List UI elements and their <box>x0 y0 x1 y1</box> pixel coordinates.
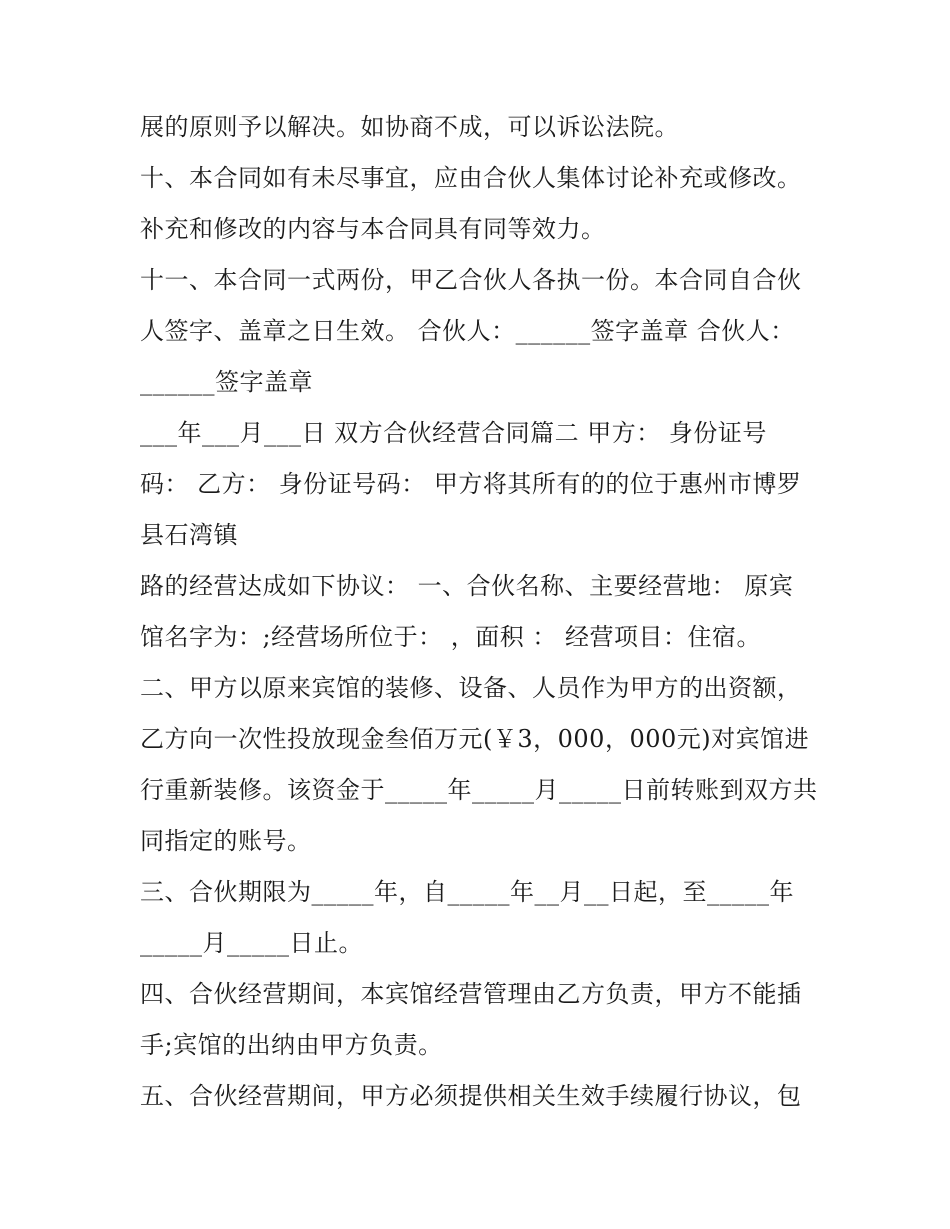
text-line: 补充和修改的内容与本合同具有同等效力。 <box>140 215 606 243</box>
text-line: 县石湾镇 <box>140 521 238 549</box>
text-line: 手;宾馆的出纳由甲方负责。 <box>140 1031 443 1059</box>
contract-body <box>140 102 820 1122</box>
text-line: 三、合伙期限为_____年，自_____年__月__日起，至_____年 <box>140 878 794 906</box>
text-line: 五、合伙经营期间，甲方必须提供相关生效手续履行协议，包 <box>140 1082 802 1110</box>
text-line: 同指定的账号。 <box>140 827 312 855</box>
text-line: ______签字盖章 <box>140 368 313 396</box>
text-line: 馆名字为：;经营场所位于： ，面积 ： 经营项目：住宿。 <box>140 623 761 651</box>
text-line: 乙方向一次性投放现金叁佰万元(￥3，000，000元)对宾馆进 <box>140 725 810 753</box>
text-line: 展的原则予以解决。如协商不成，可以诉讼法院。 <box>140 113 679 141</box>
text-line: 四、合伙经营期间，本宾馆经营管理由乙方负责，甲方不能插 <box>140 980 802 1008</box>
text-line: 行重新装修。该资金于_____年_____月_____日前转账到双方共 <box>140 776 818 804</box>
text-line: _____月_____日止。 <box>140 929 363 957</box>
text-line: 二、甲方以原来宾馆的装修、设备、人员作为甲方的出资额， <box>140 674 802 702</box>
text-line: 码： 乙方： 身份证号码： 甲方将其所有的的位于惠州市博罗 <box>140 470 802 498</box>
text-line: 路的经营达成如下协议： 一、合伙名称、主要经营地： 原宾 <box>140 572 794 600</box>
text-line: 十一、本合同一式两份，甲乙合伙人各执一份。本合同自合伙 <box>140 266 802 294</box>
text-line: 十、本合同如有未尽事宜，应由合伙人集体讨论补充或修改。 <box>140 164 802 192</box>
text-line: ___年___月___日 双方合伙经营合同篇二 甲方： 身份证号 <box>140 419 767 447</box>
text-line: 人签字、盖章之日生效。 合伙人：______签字盖章 合伙人： <box>140 317 795 345</box>
